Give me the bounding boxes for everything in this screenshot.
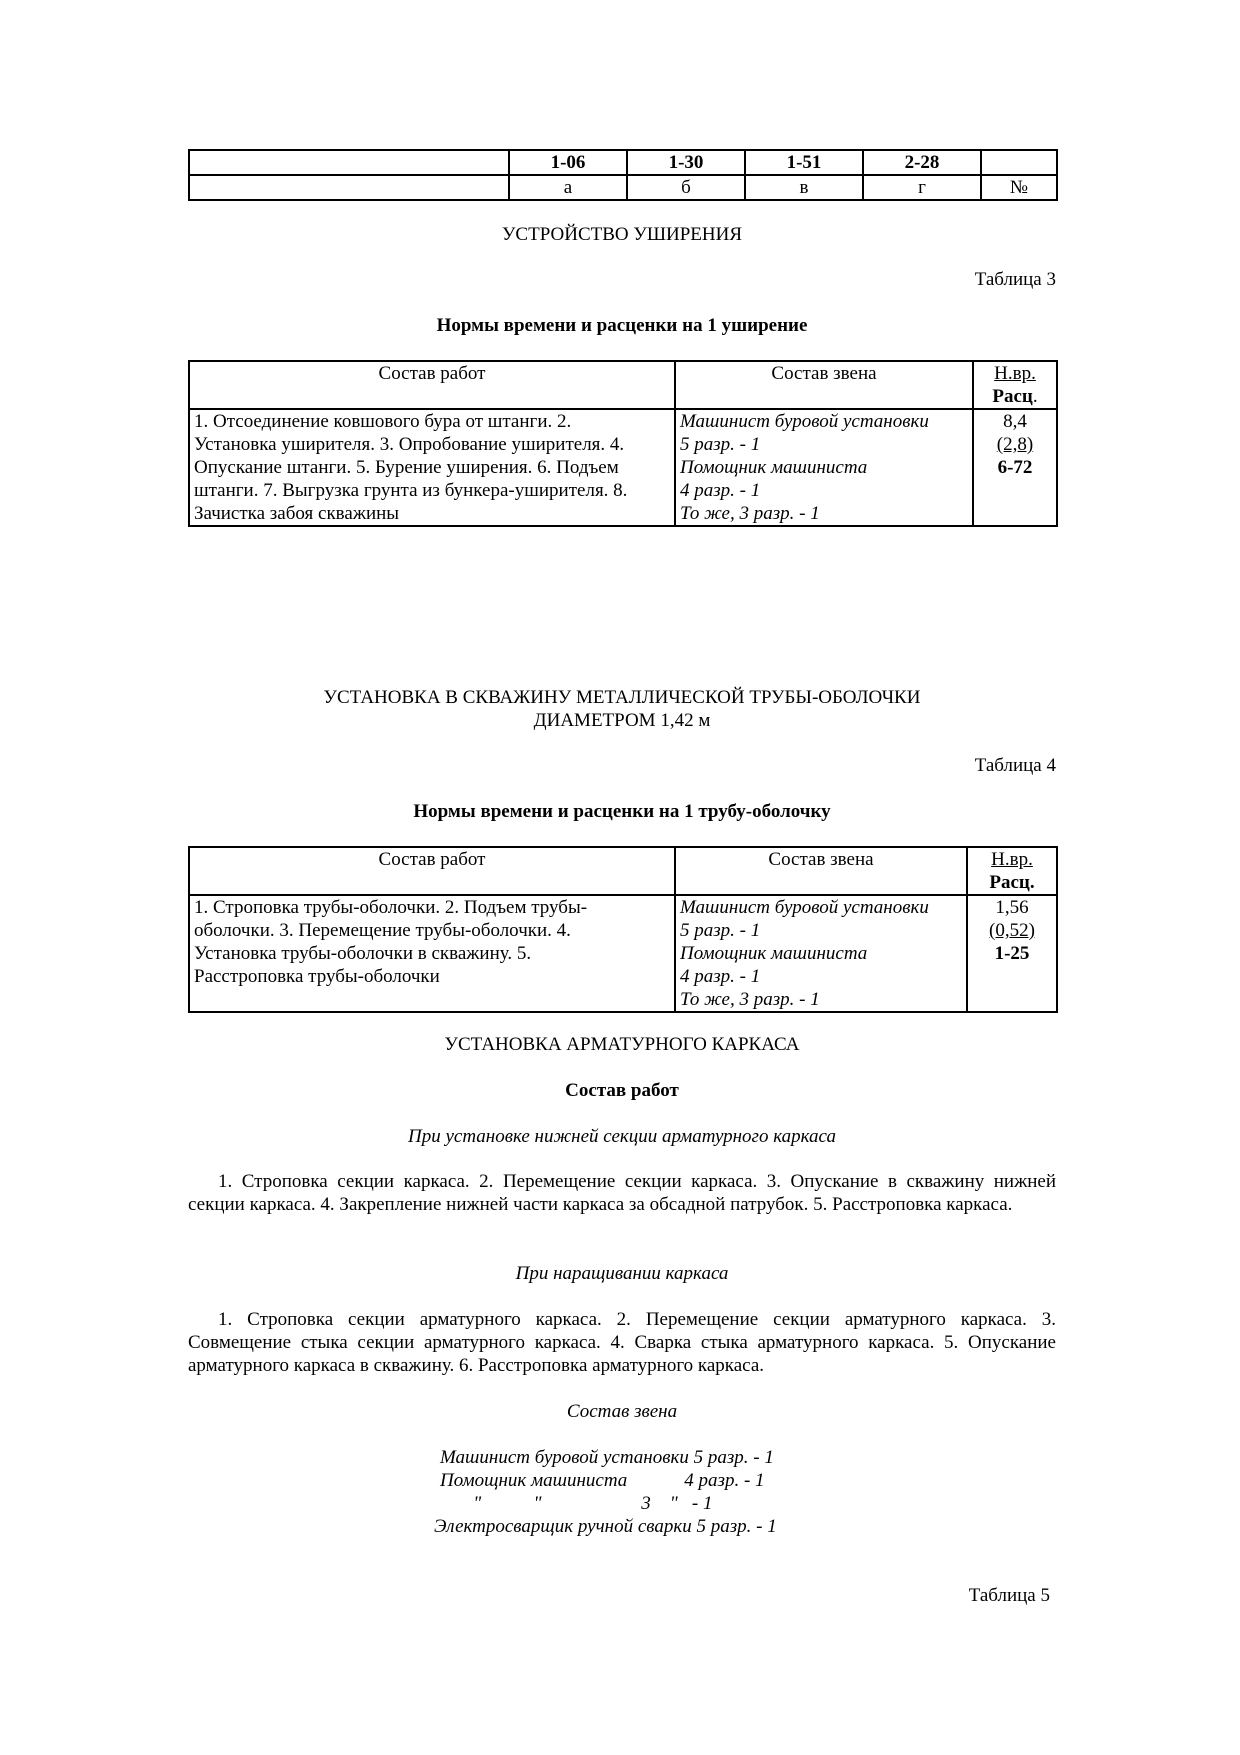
section-title: УСТРОЙСТВО УШИРЕНИЯ [501, 224, 743, 245]
header-work: Состав работ [189, 361, 675, 409]
rasc-label: Расц [992, 386, 1033, 407]
norms-title: Нормы времени и расценки на 1 трубу-оболочку [413, 801, 831, 822]
norm-time-secondary: (2,8) [996, 434, 1034, 455]
crew-cell: Машинист буровой установки 5 разр. - 1 Помощник машиниста 4 разр. - 1 То же, 3 разр. - 1 [675, 895, 967, 1012]
paragraph: 1. Строповка секции арматурного каркаса. 2. Перемещение секции арматурного каркаса. 3. Совмещение стыка секции арматурного каркаса. 4. Сварка стыка арматурного каркаса. 5. Опускание арматурного каркаса в скважину. 6. Расстроповка арматурного каркаса. [188, 1309, 1056, 1376]
norms-table-4 [188, 846, 1058, 1013]
letter-cell: а [509, 175, 627, 200]
norm-time: 8,4 [1003, 411, 1027, 432]
letter-cell: б [627, 175, 745, 200]
table-label: Таблица 3 [974, 269, 1056, 290]
code-cell: 1-51 [745, 150, 863, 175]
code-cell [981, 150, 1057, 175]
nvr-label: Н.вр. [994, 363, 1036, 384]
rate-value: 6-72 [997, 457, 1033, 478]
table-header-row [189, 847, 1057, 895]
letter-cell: № [981, 175, 1057, 200]
table-label: Таблица 5 [968, 1585, 1050, 1606]
norms-title: Нормы времени и расценки на 1 уширение [436, 315, 808, 336]
code-cell: 1-30 [627, 150, 745, 175]
crew-line: Помощник машиниста 4 разр. - 1 [440, 1470, 765, 1491]
norms-table-3 [188, 360, 1058, 527]
work-cell: 1. Строповка трубы-оболочки. 2. Подъем трубы- оболочки. 3. Перемещение трубы-оболочки. 4. Установка трубы-оболочки в скважину. 5. Расстроповка трубы-оболочки [189, 895, 675, 1012]
table-header-row [189, 361, 1057, 409]
section-title: УСТАНОВКА АРМАТУРНОГО КАРКАСА [444, 1034, 800, 1055]
header-crew: Состав звена [675, 361, 973, 409]
table-row [189, 409, 1057, 526]
table-row [189, 895, 1057, 1012]
norm-time-secondary: (0,52) [989, 920, 1035, 941]
subheading: При наращивании каркаса [515, 1263, 729, 1284]
work-cell: 1. Отсоединение ковшового бура от штанги. 2. Установка уширителя. 3. Опробование уширителя. 4. Опускание штанги. 5. Бурение уширения. 6. Подъем штанги. 7. Выгрузка грунта из бункера-уширителя. 8. Зачистка забоя скважины [189, 409, 675, 526]
code-cell: 2-28 [863, 150, 981, 175]
crew-cell: Машинист буровой установки 5 разр. - 1 Помощник машиниста 4 разр. - 1 То же, 3 разр. - 1 [675, 409, 973, 526]
subsection-heading: Состав звена [566, 1401, 678, 1422]
header-crew: Состав звена [675, 847, 967, 895]
subsection-heading: Состав работ [565, 1080, 679, 1101]
rate-cell [973, 409, 1057, 526]
rate-value: 1-25 [994, 943, 1030, 964]
code-cell: 1-06 [509, 150, 627, 175]
paragraph: 1. Строповка секции каркаса. 2. Перемещение секции каркаса. 3. Опускание в скважину нижней секции каркаса. 4. Закрепление нижней части каркаса за обсадной патрубок. 5. Расстроповка каркаса. [188, 1171, 1056, 1215]
header-work: Состав работ [189, 847, 675, 895]
table-label: Таблица 4 [974, 755, 1056, 776]
crew-line: Машинист буровой установки 5 разр. - 1 [440, 1447, 774, 1468]
nvr-label: Н.вр. [991, 849, 1033, 870]
section-title: УСТАНОВКА В СКВАЖИНУ МЕТАЛЛИЧЕСКОЙ ТРУБЫ-ОБОЛОЧКИ ДИАМЕТРОМ 1,42 м [323, 687, 921, 731]
code-row [189, 150, 1057, 175]
norm-time: 1,56 [995, 897, 1029, 918]
crew-list [434, 1446, 840, 1538]
rasc-label: Расц. [989, 872, 1035, 893]
crew-line: " " 3 " - 1 [440, 1493, 713, 1514]
crew-line: Электросварщик ручной сварки 5 разр. - 1 [434, 1516, 777, 1537]
header-rate [967, 847, 1057, 895]
rate-cell [967, 895, 1057, 1012]
top-code-table [188, 149, 1058, 201]
subheading: При установке нижней секции арматурного каркаса [408, 1126, 836, 1147]
header-rate: Н.вр. Расц. [973, 361, 1057, 409]
letter-cell: в [745, 175, 863, 200]
letter-row [189, 175, 1057, 200]
letter-cell: г [863, 175, 981, 200]
